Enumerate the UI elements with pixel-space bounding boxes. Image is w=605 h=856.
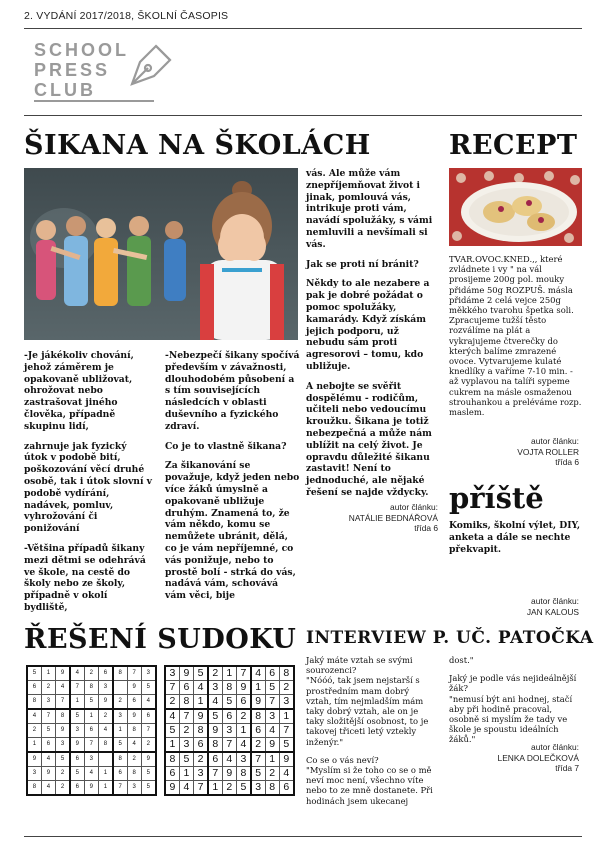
interview-column-2: [449, 655, 581, 753]
sudoku-cell: 1: [113, 723, 127, 737]
header-rule: [24, 115, 582, 116]
sikana-author-class: třída 6: [414, 523, 438, 533]
sudoku-cell: 9: [127, 709, 141, 723]
sudoku-cell: 9: [41, 766, 55, 780]
sudoku-cell: [113, 680, 127, 694]
sikana-author-label: autor článku:: [390, 502, 438, 512]
interview-author-label: autor článku:: [531, 742, 579, 752]
sudoku-cell: 3: [127, 780, 141, 794]
sudoku-cell: 5: [113, 737, 127, 751]
sudoku-row: [27, 680, 156, 694]
sudoku-cell: 8: [27, 695, 41, 709]
sudoku-row: [27, 737, 156, 751]
sudoku-cell: 1: [222, 666, 236, 680]
sudoku-cell: 4: [27, 709, 41, 723]
sudoku-cell: 8: [56, 709, 70, 723]
recipe-photo: [449, 168, 582, 246]
sudoku-row: [27, 695, 156, 709]
recipe-author-name: VOJTA ROLLER: [517, 446, 579, 457]
sudoku-cell: 6: [179, 680, 193, 694]
sudoku-cell: 8: [127, 723, 141, 737]
sudoku-cell: 5: [41, 723, 55, 737]
sikana-author-block: [306, 502, 438, 534]
sudoku-cell: 6: [127, 695, 141, 709]
sudoku-cell: 5: [222, 695, 236, 709]
sudoku-cell: 9: [56, 723, 70, 737]
logo-line-2: PRESS: [34, 60, 111, 80]
sudoku-cell: 8: [279, 666, 293, 680]
sudoku-cell: 5: [141, 780, 155, 794]
sudoku-row: [27, 780, 156, 794]
sudoku-cell: 5: [70, 709, 84, 723]
sudoku-cell: 1: [236, 723, 250, 737]
sudoku-cell: 1: [165, 737, 179, 751]
sudoku-cell: 4: [265, 723, 279, 737]
sudoku-cell: 9: [56, 666, 70, 680]
sudoku-cell: 4: [208, 695, 222, 709]
sikana-col2-p2: Co je to vlastně šikana?: [165, 440, 287, 452]
sudoku-cell: 9: [194, 709, 208, 723]
sudoku-cell: 5: [279, 737, 293, 751]
sudoku-cell: 9: [279, 752, 293, 766]
sudoku-cell: 2: [179, 723, 193, 737]
sudoku-cell: 9: [141, 752, 155, 766]
sikana-col1-p2: zahrnuje jak fyzický útok v podobě bití, poškozování věcí druhé osobě, tak i útok slovní v podobě vydírání, nadávek, pomluv, vyhrožování či ponižování: [24, 440, 152, 535]
sudoku-cell: 3: [179, 737, 193, 751]
sudoku-cell: 7: [236, 666, 250, 680]
priste-author-label: autor článku:: [531, 596, 579, 606]
sudoku-row: [165, 752, 294, 766]
sudoku-cell: 4: [98, 723, 112, 737]
school-press-club-logo: [34, 40, 174, 102]
sudoku-cell: 4: [179, 780, 193, 794]
sudoku-cell: 8: [265, 780, 279, 794]
sudoku-cell: 4: [222, 752, 236, 766]
recipe-author-label: autor článku:: [531, 436, 579, 446]
interview-author-block: [449, 742, 579, 774]
sudoku-cell: 2: [265, 766, 279, 780]
sudoku-cell: 1: [70, 695, 84, 709]
sikana-author-name: NATÁLIE BEDNÁŘOVÁ: [348, 512, 438, 523]
logo-underline: [34, 100, 154, 102]
sudoku-cell: 4: [194, 680, 208, 694]
sikana-title: ŠIKANA NA ŠKOLÁCH: [24, 130, 371, 161]
sudoku-cell: 6: [70, 780, 84, 794]
sudoku-cell: 5: [141, 766, 155, 780]
sudoku-row: [27, 752, 156, 766]
sudoku-cell: 8: [165, 752, 179, 766]
sudoku-cell: 1: [251, 680, 265, 694]
sudoku-cell: 5: [84, 695, 98, 709]
sudoku-cell: 2: [279, 680, 293, 694]
sudoku-cell: 5: [179, 752, 193, 766]
sudoku-cell: 9: [222, 766, 236, 780]
sudoku-cell: 4: [236, 737, 250, 751]
sudoku-cell: 2: [165, 695, 179, 709]
sikana-col3-p4: A nebojte se svěřit dospělému - rodičům, učiteli nebo vedoucímu kroužku. Šikana je totiž nebezpečná a může nám ublížit na celý život. Je opravdu důležité šikanu zastavit! Není to jednoduché, ale nějaké řešení se najde vždycky.: [306, 380, 432, 498]
interview-q1: Jaký máte vztah se svými sourozenci?: [306, 655, 413, 676]
sudoku-cell: 8: [251, 709, 265, 723]
sudoku-cell: 5: [56, 752, 70, 766]
sudoku-cell: 5: [208, 709, 222, 723]
sudoku-grid-puzzle: [26, 665, 157, 796]
sudoku-cell: 4: [56, 680, 70, 694]
top-rule: [24, 28, 582, 29]
sudoku-cell: 2: [222, 780, 236, 794]
sudoku-cell: 7: [208, 766, 222, 780]
sudoku-cell: 1: [27, 737, 41, 751]
sudoku-cell: 2: [208, 666, 222, 680]
sudoku-cell: 7: [265, 695, 279, 709]
sudoku-cell: 7: [279, 723, 293, 737]
sudoku-row: [27, 666, 156, 680]
priste-author-block: [449, 596, 579, 617]
sudoku-cell: 9: [208, 723, 222, 737]
sudoku-cell: 3: [70, 723, 84, 737]
sudoku-cell: 2: [113, 695, 127, 709]
sudoku-cell: 2: [27, 723, 41, 737]
sudoku-cell: 3: [194, 766, 208, 780]
sudoku-cell: 2: [141, 737, 155, 751]
sudoku-cell: 4: [127, 737, 141, 751]
sudoku-cell: 7: [179, 709, 193, 723]
pen-nib-icon: [118, 38, 178, 98]
sudoku-cell: 6: [98, 666, 112, 680]
sudoku-cell: 8: [113, 752, 127, 766]
bullying-photo: [24, 168, 298, 340]
sudoku-cell: 5: [165, 723, 179, 737]
sudoku-cell: 8: [113, 666, 127, 680]
sudoku-cell: 7: [194, 780, 208, 794]
sudoku-cell: 5: [265, 680, 279, 694]
interview-a3: "nemusí být ani hodnej, stačí aby při hodině pracoval, osobně si myslím že tady ve škole je spoustu ideálních žáků.": [449, 693, 573, 745]
recipe-text: TVAR.OVOC.KNED.,, které zvládnete i vy " na vál prosijeme 200g pol. mouky přidáme 50g ROZPUŠ. másla přidáme 2 celá vejce 250g měkkého tvarohu špetka soli. Zpracujeme tužší těsto rozválíme na plát a vykrajujeme čtverečky do kterých balíme zmrazené ovoce. Vytvarujeme kulaté knedlíky a vaříme 7-10 min. - až vyplavou na talíři sypeme cukrem na másle osmaženou strouhankou a preléváme rozp. maslem.: [449, 254, 582, 418]
sudoku-cell: 3: [141, 666, 155, 680]
sudoku-cell: 1: [279, 709, 293, 723]
interview-a2: "Myslím si že toho co se o mě neví moc není, všechno víte nebo to ze mně dostanete. Při hodinách jsem ukecanej: [306, 765, 433, 806]
dumplings-illustration: [449, 168, 582, 246]
sudoku-cell: 9: [98, 695, 112, 709]
sudoku-cell: 4: [84, 766, 98, 780]
priste-title: příště: [449, 481, 544, 515]
sikana-column-2: [165, 350, 300, 610]
sudoku-cell: 9: [179, 666, 193, 680]
priste-text: Komiks, školní výlet, DIY, anketa a dále se nechte překvapit.: [449, 520, 581, 555]
sudoku-cell: 9: [127, 680, 141, 694]
sudoku-cell: 6: [222, 709, 236, 723]
sudoku-cell: 8: [222, 680, 236, 694]
sudoku-cell: 8: [179, 695, 193, 709]
sudoku-cell: 8: [194, 723, 208, 737]
sudoku-cell: 1: [41, 666, 55, 680]
recept-title: RECEPT: [449, 130, 578, 161]
sudoku-cell: 6: [265, 666, 279, 680]
sudoku-cell: 8: [84, 680, 98, 694]
sudoku-cell: 7: [84, 737, 98, 751]
sudoku-cell: 2: [56, 780, 70, 794]
sudoku-cell: 7: [56, 695, 70, 709]
sikana-col3-p1: vás. Ale může vám znepříjemňovat život i jinak, pomlouvá vás, intrikuje proti vám, navádí spolužáky, s vámi nemluvili a nevšímali si vás.: [306, 168, 433, 250]
sudoku-cell: 8: [127, 766, 141, 780]
issue-line: 2. VYDÁNÍ 2017/2018, ŠKOLNÍ ČASOPIS: [24, 10, 229, 22]
sudoku-cell: 2: [41, 680, 55, 694]
sudoku-cell: 3: [236, 752, 250, 766]
sudoku-cell: 5: [141, 680, 155, 694]
sudoku-cell: 3: [41, 695, 55, 709]
sudoku-cell: 2: [84, 666, 98, 680]
sudoku-cell: 6: [113, 766, 127, 780]
sudoku-cell: 9: [265, 737, 279, 751]
sikana-col1-p3: -Většina případů šikany mezi dětmi se odehrává ve škole, na cestě do školy nebo ze školy, případně v okolí bydliště,: [24, 542, 146, 613]
sudoku-title: ŘEŠENÍ SUDOKU: [24, 624, 297, 655]
sikana-col3-p3: Někdy to ale nezabere a pak je dobré požádat o pomoc spolužáky, kamarády. Když získám jejich podporu, už nebudu sám proti agresorovi – tomu, kdo ubližuje.: [306, 278, 430, 372]
sudoku-cell: 6: [70, 752, 84, 766]
sudoku-cell: 4: [141, 695, 155, 709]
sudoku-cell: 2: [127, 752, 141, 766]
sudoku-cell: 7: [165, 680, 179, 694]
sudoku-cell: 6: [141, 709, 155, 723]
sudoku-cell: 1: [98, 780, 112, 794]
sudoku-cell: 5: [70, 766, 84, 780]
priste-author-name: JAN KALOUS: [526, 606, 579, 617]
sudoku-cell: 9: [84, 780, 98, 794]
sudoku-row: [165, 723, 294, 737]
sudoku-row: [165, 780, 294, 794]
sudoku-cell: 5: [251, 766, 265, 780]
sudoku-cell: 6: [27, 680, 41, 694]
sudoku-row: [165, 666, 294, 680]
sudoku-cell: 1: [179, 766, 193, 780]
sudoku-cell: 8: [208, 737, 222, 751]
sudoku-grid-solution: [164, 665, 295, 796]
sikana-col2-p3: Za šikanování se považuje, když jeden nebo více žáků úmyslně a opakovaně ubližuje druhým. Znamená to, že vám někdo, komu se nemůžete ubránit, dělá, co je vám nepříjemné, co vás ponižuje, nebo to prostě bolí - strká do vás, nadává vám, schovává vám věci, bije: [165, 460, 300, 602]
sudoku-cell: 3: [84, 752, 98, 766]
sudoku-cell: 4: [41, 780, 55, 794]
bullying-illustration: [24, 168, 298, 340]
sudoku-row: [165, 695, 294, 709]
sudoku-cell: [98, 752, 112, 766]
sudoku-cell: 3: [27, 766, 41, 780]
sikana-col2-p1: -Nebezpečí šikany spočívá především v závažnosti, dlouhodobém působení a s tím souvisejících následcích v oblasti duševního a fyzického zdraví.: [165, 350, 300, 432]
sudoku-cell: 1: [194, 695, 208, 709]
sudoku-cell: 6: [251, 723, 265, 737]
sudoku-cell: 6: [236, 695, 250, 709]
sudoku-cell: 3: [113, 709, 127, 723]
sudoku-cell: 2: [98, 709, 112, 723]
sudoku-cell: 1: [208, 780, 222, 794]
bottom-rule: [24, 836, 582, 837]
sudoku-cell: 4: [165, 709, 179, 723]
sudoku-cell: 2: [56, 766, 70, 780]
sudoku-cell: 1: [98, 766, 112, 780]
logo-line-1: SCHOOL: [34, 40, 130, 60]
sudoku-cell: 8: [27, 780, 41, 794]
sudoku-cell: 9: [70, 737, 84, 751]
sudoku-cell: 6: [84, 723, 98, 737]
sudoku-cell: 7: [70, 680, 84, 694]
sudoku-cell: 4: [251, 666, 265, 680]
recipe-author-class: třída 6: [555, 457, 579, 467]
sudoku-cell: 3: [222, 723, 236, 737]
sudoku-row: [27, 723, 156, 737]
sudoku-cell: 6: [165, 766, 179, 780]
sudoku-cell: 9: [27, 752, 41, 766]
sudoku-cell: 7: [41, 709, 55, 723]
sudoku-cell: 9: [236, 680, 250, 694]
sudoku-row: [27, 766, 156, 780]
sudoku-row: [27, 709, 156, 723]
sudoku-cell: 6: [279, 780, 293, 794]
sudoku-cell: 7: [222, 737, 236, 751]
sikana-column-3: [306, 168, 438, 507]
sudoku-row: [165, 737, 294, 751]
interview-author-name: LENKA DOLEČKOVÁ: [497, 752, 579, 763]
sudoku-cell: 6: [41, 737, 55, 751]
sudoku-cell: 1: [84, 709, 98, 723]
sudoku-cell: 4: [279, 766, 293, 780]
sikana-col3-p2: Jak se proti ní bránit?: [306, 258, 419, 270]
sudoku-cell: 5: [194, 666, 208, 680]
sudoku-cell: 8: [236, 766, 250, 780]
sudoku-row: [165, 766, 294, 780]
interview-a2-cont: dost.": [449, 655, 474, 665]
sikana-column-1: [24, 350, 152, 622]
interview-title: INTERVIEW P. UČ. PATOČKA: [306, 628, 594, 648]
sudoku-cell: 6: [208, 752, 222, 766]
sudoku-cell: 9: [165, 780, 179, 794]
sudoku-cell: 3: [56, 737, 70, 751]
sudoku-cell: 3: [165, 666, 179, 680]
interview-q3: Jaký je podle vás nejideálnější žák?: [449, 673, 577, 694]
sudoku-cell: 5: [27, 666, 41, 680]
sudoku-cell: 4: [70, 666, 84, 680]
interview-column-1: [306, 655, 436, 814]
sudoku-row: [165, 709, 294, 723]
recipe-author-block: [449, 436, 579, 468]
sudoku-cell: 3: [279, 695, 293, 709]
interview-author-class: třída 7: [555, 763, 579, 773]
sudoku-cell: 9: [251, 695, 265, 709]
sudoku-cell: 7: [113, 780, 127, 794]
sudoku-cell: 3: [208, 680, 222, 694]
sudoku-cell: 6: [194, 737, 208, 751]
sudoku-cell: 3: [265, 709, 279, 723]
interview-q2: Co se o vás neví?: [306, 754, 379, 765]
sudoku-cell: 4: [41, 752, 55, 766]
sudoku-cell: 2: [251, 737, 265, 751]
sudoku-cell: 3: [98, 680, 112, 694]
interview-a1: "Nóóó, tak jsem nejstarší s prostředním mam dobrý vztah, tím nejmladším mám taky dobrý vztah, ale on je taky složitější osobnost, to je takovej třiceti letý vztekly inženýr.": [306, 675, 429, 747]
sudoku-cell: 7: [127, 666, 141, 680]
sudoku-cell: 3: [251, 780, 265, 794]
sudoku-cell: 7: [251, 752, 265, 766]
sudoku-cell: 2: [194, 752, 208, 766]
sudoku-cell: 5: [236, 780, 250, 794]
sudoku-row: [165, 680, 294, 694]
sikana-col1-p1: -Je jákékoliv chování, jehož záměrem je opakovaně ubližovat, ohrožovat nebo zastrašovat jiného člověka, případně skupinu lidí,: [24, 350, 134, 432]
sudoku-cell: 8: [98, 737, 112, 751]
sudoku-cell: 7: [141, 723, 155, 737]
sudoku-cell: 2: [236, 709, 250, 723]
logo-line-3: CLUB: [34, 80, 96, 100]
sudoku-cell: 1: [265, 752, 279, 766]
